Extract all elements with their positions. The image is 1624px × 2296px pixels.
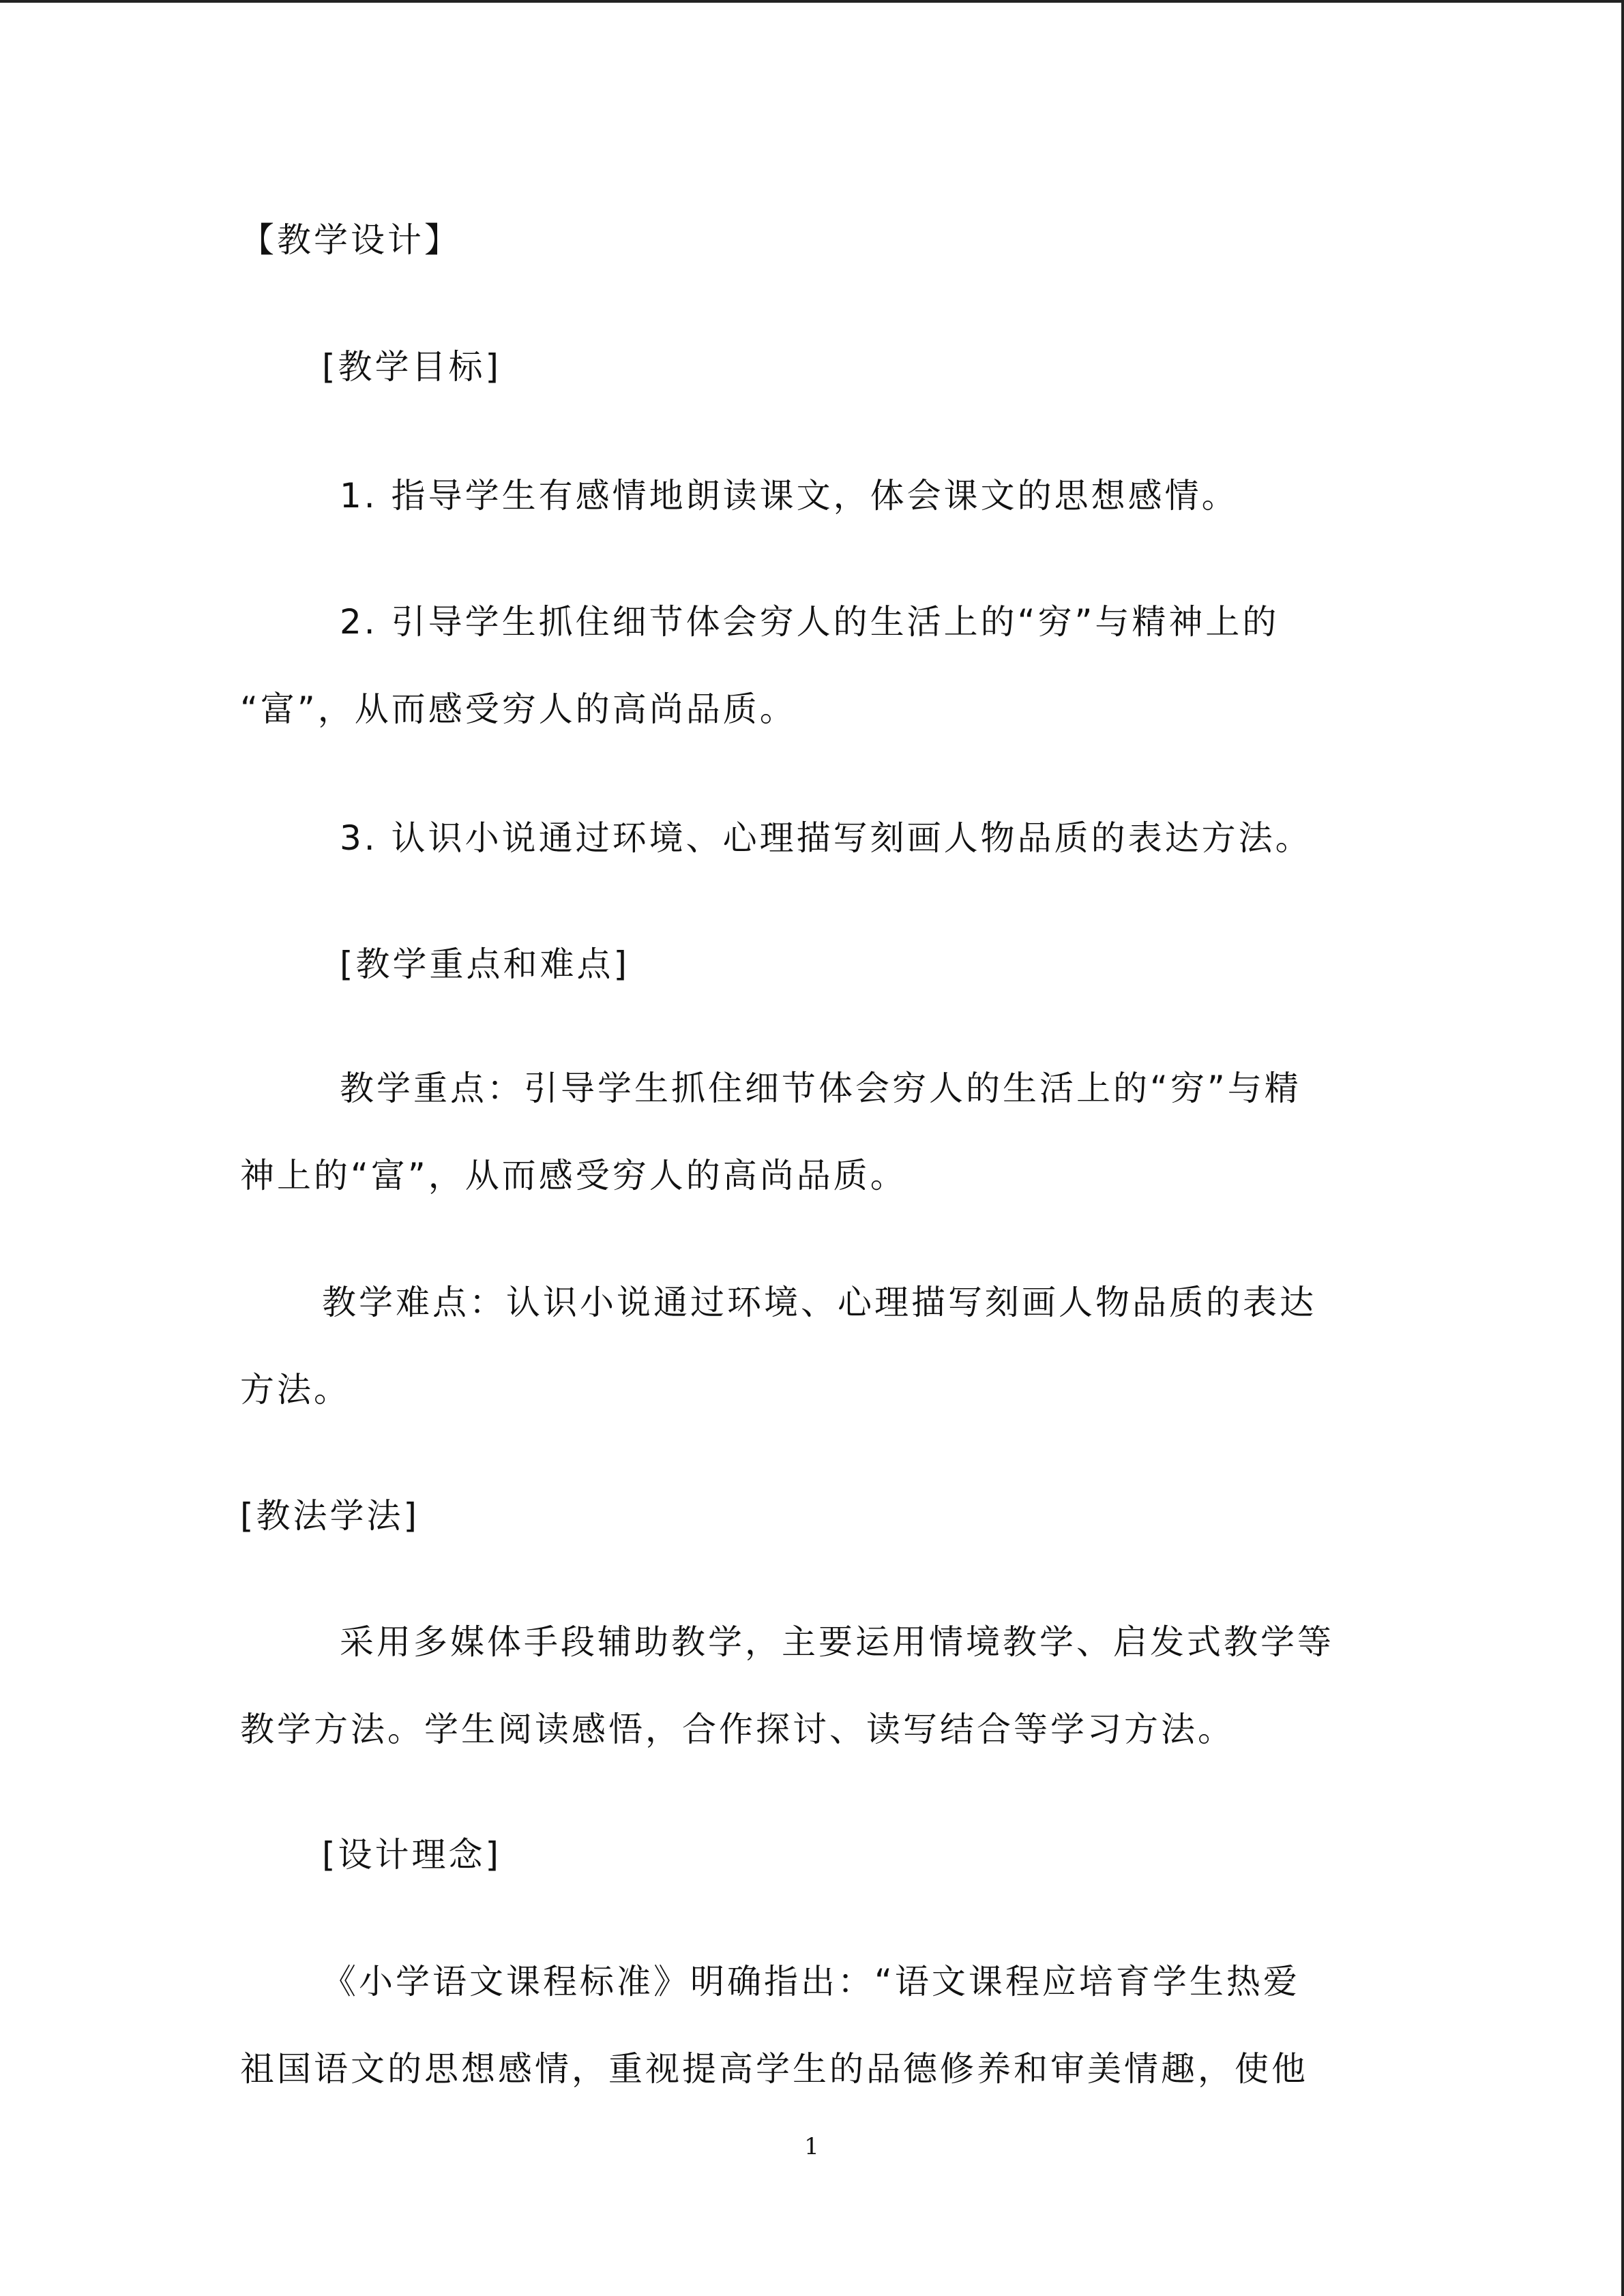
paragraph-line: 教学重点：引导学生抓住细节体会穷人的生活上的“穷”与精 bbox=[340, 1069, 1301, 1108]
subheading-key-points: [教学重点和难点] bbox=[340, 944, 630, 984]
paragraph-line: 采用多媒体手段辅助教学，主要运用情境教学、启发式教学等 bbox=[340, 1622, 1334, 1662]
paragraph-line: 教学难点：认识小说通过环境、心理描写刻画人物品质的表达 bbox=[322, 1283, 1316, 1322]
page-number: 1 bbox=[804, 2133, 819, 2160]
paragraph-line: 教学方法。学生阅读感悟，合作探讨、读写结合等学习方法。 bbox=[240, 1710, 1235, 1749]
paragraph-line: 1. 指导学生有感情地朗读课文，体会课文的思想感情。 bbox=[340, 476, 1239, 516]
paragraph-line: 2. 引导学生抓住细节体会穷人的生活上的“穷”与精神上的 bbox=[340, 602, 1280, 642]
paragraph-line: “富”，从而感受穷人的高尚品质。 bbox=[240, 689, 797, 729]
subheading-design-concept: [设计理念] bbox=[322, 1835, 502, 1875]
paragraph-line: 3. 认识小说通过环境、心理描写刻画人物品质的表达方法。 bbox=[340, 818, 1312, 858]
paragraph-line: 神上的“富”，从而感受穷人的高尚品质。 bbox=[240, 1156, 907, 1195]
subheading-teaching-goals: [教学目标] bbox=[322, 347, 502, 387]
paragraph-line: 方法。 bbox=[240, 1370, 351, 1410]
subheading-teaching-methods: [教法学法] bbox=[240, 1496, 420, 1536]
paragraph-line: 祖国语文的思想感情，重视提高学生的品德修养和审美情趣，使他 bbox=[240, 2049, 1308, 2089]
paragraph-line: 《小学语文课程标准》明确指出：“语文课程应培育学生热爱 bbox=[322, 1962, 1300, 2001]
section-heading: 【教学设计】 bbox=[240, 220, 461, 260]
